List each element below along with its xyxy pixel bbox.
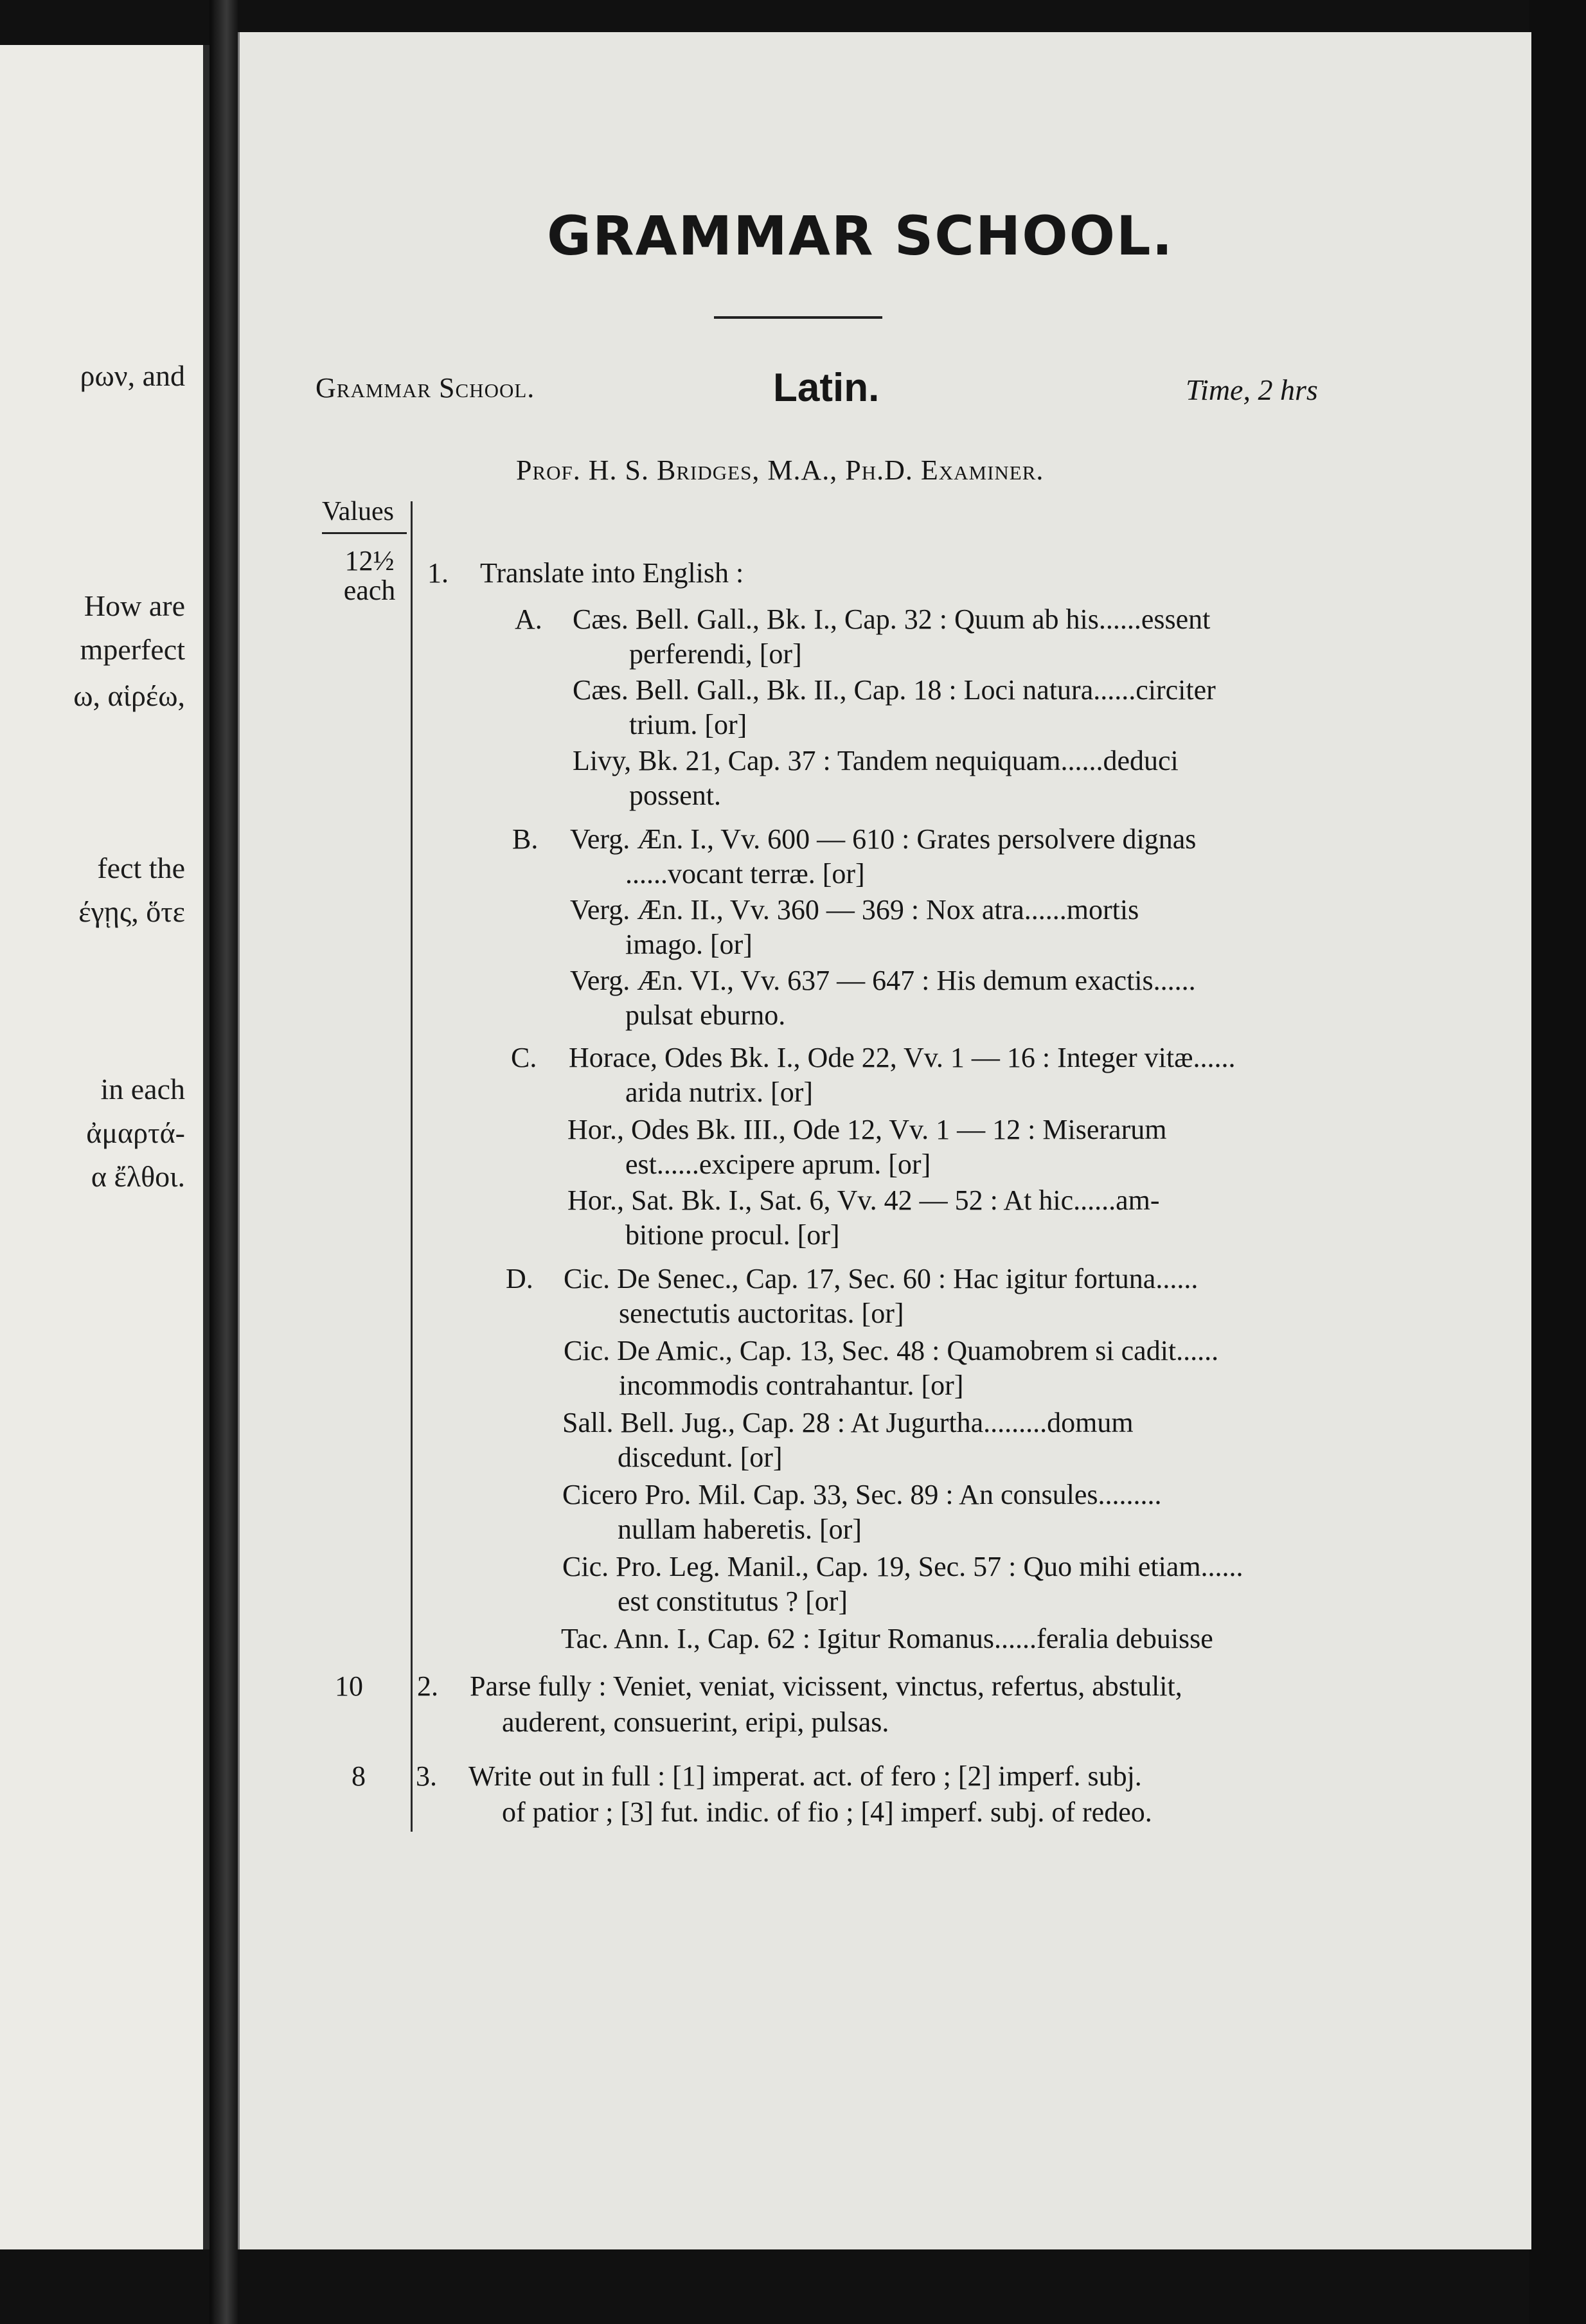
section-d-letter: D. [506, 1263, 533, 1294]
section-c-letter: C. [511, 1042, 537, 1073]
left-page-fragment: ἀμαρτά- [86, 1116, 185, 1149]
book-binding-shadow [209, 0, 238, 2324]
section-a-letter: A. [515, 603, 542, 635]
section-line: possent. [629, 780, 721, 811]
question-3-number: 3. [416, 1760, 437, 1792]
values-column-rule [411, 501, 413, 1832]
section-line: bitione procul. [or] [625, 1219, 840, 1251]
left-page-fragment: in each [100, 1073, 185, 1105]
question-2-line: auderent, consuerint, eripi, pulsas. [502, 1706, 889, 1738]
scan-border [1529, 0, 1586, 2324]
question-1-value: 12½ each [343, 545, 396, 606]
section-line: pulsat eburno. [625, 999, 786, 1031]
left-page-fragment: έγῃς, ὅτε [78, 895, 185, 928]
question-2-value: 10 [335, 1670, 363, 1702]
header-subject: Latin. [773, 366, 880, 410]
section-b-letter: B. [512, 823, 539, 855]
left-page-fragment: α ἔλθοι. [91, 1160, 185, 1193]
left-page-fragment: mperfect [80, 633, 185, 666]
left-page-fragment: ω, αἱρέω, [73, 679, 185, 712]
examiner-line: Prof. H. S. Bridges, M.A., Ph.D. Examiner. [516, 454, 1044, 486]
question-2-number: 2. [417, 1670, 438, 1702]
values-column-label: Values [322, 497, 394, 526]
left-facing-page [0, 45, 209, 2249]
section-line: Verg. Æn. II., Vv. 360 — 369 : Nox atra......mortis [570, 894, 1139, 925]
section-line: Cæs. Bell. Gall., Bk. I., Cap. 32 : Quum ab his......essent [573, 603, 1211, 635]
section-line: Cic. Pro. Leg. Manil., Cap. 19, Sec. 57 : Quo mihi etiam...... [562, 1551, 1243, 1582]
header-time: Time, 2 hrs [1186, 373, 1318, 406]
left-page-fragment: fect the [97, 852, 185, 884]
section-line: arida nutrix. [or] [625, 1077, 813, 1108]
question-3-line: Write out in full : [1] imperat. act. of fero ; [2] imperf. subj. [468, 1760, 1142, 1792]
left-page-fragment: How are [84, 589, 185, 622]
section-line: trium. [or] [629, 709, 747, 740]
section-line: imago. [or] [625, 929, 753, 960]
question-3-value: 8 [352, 1760, 366, 1792]
section-line: Hor., Odes Bk. III., Ode 12, Vv. 1 — 12 : Miserarum [567, 1114, 1167, 1145]
question-3-line: of patior ; [3] fut. indic. of fio ; [4] imperf. subj. of redeo. [502, 1796, 1152, 1828]
section-line: Cæs. Bell. Gall., Bk. II., Cap. 18 : Loci natura......circiter [573, 674, 1216, 706]
section-line: Cicero Pro. Mil. Cap. 33, Sec. 89 : An consules......... [562, 1479, 1162, 1510]
section-line: perferendi, [or] [629, 638, 802, 670]
question-1-number: 1. [427, 557, 449, 589]
exam-page [238, 32, 1531, 2249]
section-line: Livy, Bk. 21, Cap. 37 : Tandem nequiquam......deduci [573, 745, 1179, 776]
section-line: Horace, Odes Bk. I., Ode 22, Vv. 1 — 16 : Integer vitæ...... [569, 1042, 1236, 1073]
section-line: ......vocant terræ. [or] [625, 858, 865, 889]
section-line: est constitutus ? [or] [618, 1586, 848, 1617]
section-line: senectutis auctoritas. [or] [619, 1298, 904, 1329]
section-line: est......excipere aprum. [or] [625, 1149, 931, 1180]
question-1-heading: Translate into English : [480, 557, 744, 589]
section-line: incommodis contrahantur. [or] [619, 1370, 964, 1401]
page-title: GRAMMAR SCHOOL. [547, 204, 1174, 267]
section-line: Cic. De Amic., Cap. 13, Sec. 48 : Quamobrem si cadit...... [564, 1335, 1219, 1366]
section-line: nullam haberetis. [or] [618, 1514, 862, 1545]
section-line: Verg. Æn. VI., Vv. 637 — 647 : His demum exactis...... [570, 965, 1196, 996]
section-line: Sall. Bell. Jug., Cap. 28 : At Jugurtha.........domum [562, 1407, 1134, 1438]
values-underline [322, 532, 407, 534]
section-line: Hor., Sat. Bk. I., Sat. 6, Vv. 42 — 52 : At hic......am- [567, 1184, 1160, 1216]
left-page-fragment: ρων, and [80, 359, 185, 392]
section-line: Tac. Ann. I., Cap. 62 : Igitur Romanus......feralia debuisse [561, 1623, 1213, 1654]
section-line: Verg. Æn. I., Vv. 600 — 610 : Grates persolvere dignas [570, 823, 1197, 855]
section-line: discedunt. [or] [618, 1442, 783, 1473]
header-school: Grammar School. [316, 372, 535, 404]
title-divider [714, 316, 882, 319]
question-2-line: Parse fully : Veniet, veniat, vicissent, vinctus, refertus, abstulit, [470, 1670, 1182, 1702]
section-line: Cic. De Senec., Cap. 17, Sec. 60 : Hac igitur fortuna...... [564, 1263, 1198, 1294]
